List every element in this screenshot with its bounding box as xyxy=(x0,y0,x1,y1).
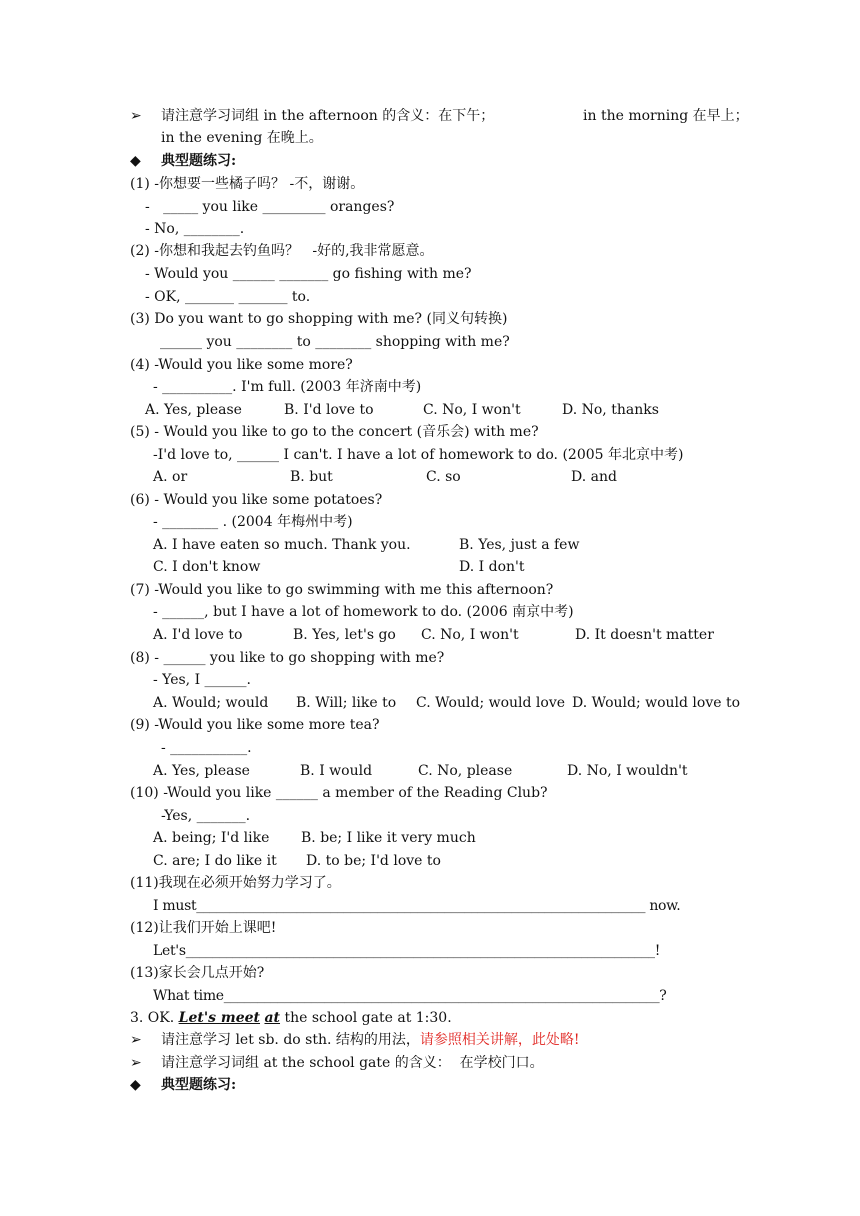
question-line: - No, ________. xyxy=(145,221,245,237)
option-d: D. No, thanks xyxy=(562,402,659,418)
arrow-bullet-icon: ➢ xyxy=(130,108,142,124)
question-prompt: (13)家长会几点开始? xyxy=(130,965,265,981)
note-text: in the morning 在早上； xyxy=(583,108,749,124)
option-d: D. It doesn't matter xyxy=(575,627,714,643)
option-c: C. are; I do like it xyxy=(153,853,277,869)
option-d: D. and xyxy=(571,469,617,485)
section-heading: 典型题练习: xyxy=(161,153,237,169)
option-d: D. No, I wouldn't xyxy=(567,763,688,779)
note-text-main: 请注意学习 let sb. do sth. 结构的用法， xyxy=(161,1032,420,1048)
question-prompt: (11)我现在必须开始努力学习了。 xyxy=(130,875,341,891)
option-c: C. I don't know xyxy=(153,559,261,575)
arrow-bullet-icon: ➢ xyxy=(130,1055,142,1071)
option-c: C. Would; would love xyxy=(416,695,566,711)
question-prompt: (1) -你想要一些橘子吗？ -不，谢谢。 xyxy=(130,176,365,192)
option-c: C. No, please xyxy=(418,763,513,779)
option-b: B. Yes, let's go xyxy=(293,627,396,643)
question-line: - OK, _______ _______ to. xyxy=(145,289,311,305)
section-heading: 典型题练习: xyxy=(161,1077,237,1093)
option-a: A. being; I'd like xyxy=(153,830,270,846)
sentence-suffix: the school gate at 1:30. xyxy=(280,1010,452,1026)
arrow-bullet-icon: ➢ xyxy=(130,1032,142,1048)
option-b: B. Will; like to xyxy=(296,695,397,711)
question-prompt: (3) Do you want to go shopping with me? (同义句转换) xyxy=(130,311,508,327)
question-prompt: (7) -Would you like to go swimming with me this afternoon? xyxy=(130,582,554,598)
option-d: D. to be; I'd love to xyxy=(306,853,441,869)
option-a: A. I'd love to xyxy=(153,627,243,643)
option-c: C. so xyxy=(426,469,461,485)
option-d: D. Would; would love to xyxy=(572,695,741,711)
note-text xyxy=(161,1031,580,1049)
translation-blank-line: What time_________________________________________________________________? xyxy=(153,988,667,1004)
question-prompt: (5) - Would you like to go to the concert (音乐会) with me? xyxy=(130,424,539,440)
sentence-prefix: 3. OK. xyxy=(130,1010,179,1026)
option-b: B. be; I like it very much xyxy=(301,830,476,846)
question-line: - _____ you like _________ oranges? xyxy=(145,199,395,215)
option-c: C. No, I won't xyxy=(421,627,519,643)
note-text: 请注意学习词组 in the afternoon 的含义：在下午； xyxy=(161,108,495,124)
question-prompt: (10) -Would you like ______ a member of the Reading Club? xyxy=(130,785,548,801)
question-line: - Yes, I ______. xyxy=(153,672,252,688)
option-a: A. Yes, please xyxy=(153,763,250,779)
question-prompt: (4) -Would you like some more? xyxy=(130,357,353,373)
translation-blank-line: Let's______________________________________________________________________! xyxy=(153,943,661,959)
question-line: -I'd love to, ______ I can't. I have a lot of homework to do. (2005 年北京中考) xyxy=(153,447,684,463)
diamond-bullet-icon: ◆ xyxy=(130,153,141,169)
question-line: -Yes, _______. xyxy=(161,808,251,824)
option-c: C. No, I won't xyxy=(423,402,521,418)
key-word-at: at xyxy=(264,1010,281,1026)
question-line: - ________ . (2004 年梅州中考) xyxy=(153,514,353,530)
sentence-3 xyxy=(130,1009,452,1027)
key-phrase-lets-meet: Let's meet xyxy=(178,1010,261,1026)
question-prompt: (6) - Would you like some potatoes? xyxy=(130,492,383,508)
question-line: ______ you ________ to ________ shopping with me? xyxy=(160,334,510,350)
question-line: - ______, but I have a lot of homework to do. (2006 南京中考) xyxy=(153,604,574,620)
question-line: - __________. I'm full. (2003 年济南中考) xyxy=(153,379,422,395)
option-b: B. I would xyxy=(300,763,373,779)
option-a: A. Yes, please xyxy=(145,402,242,418)
question-prompt: (2) -你想和我起去钓鱼吗？ -好的,我非常愿意。 xyxy=(130,243,434,259)
option-a: A. or xyxy=(153,469,188,485)
option-a: A. I have eaten so much. Thank you. xyxy=(153,537,411,553)
note-text-red: 请参照相关讲解，此处略! xyxy=(419,1032,580,1048)
question-prompt: (9) -Would you like some more tea? xyxy=(130,717,380,733)
translation-blank-line: I must___________________________________________________________________ now. xyxy=(153,898,681,914)
option-b: B. I'd love to xyxy=(284,402,374,418)
option-a: A. Would; would xyxy=(153,695,269,711)
question-line: - ___________. xyxy=(161,740,252,756)
option-d: D. I don't xyxy=(459,559,525,575)
question-prompt: (8) - ______ you like to go shopping with me? xyxy=(130,650,445,666)
diamond-bullet-icon: ◆ xyxy=(130,1077,141,1093)
question-prompt: (12)让我们开始上课吧! xyxy=(130,920,277,936)
option-b: B. Yes, just a few xyxy=(459,537,580,553)
note-text: in the evening 在晚上。 xyxy=(161,130,323,146)
note-text: 请注意学习词组 at the school gate 的含义： 在学校门口。 xyxy=(161,1055,544,1071)
option-b: B. but xyxy=(290,469,333,485)
question-line: - Would you ______ _______ go fishing with me? xyxy=(145,266,472,282)
